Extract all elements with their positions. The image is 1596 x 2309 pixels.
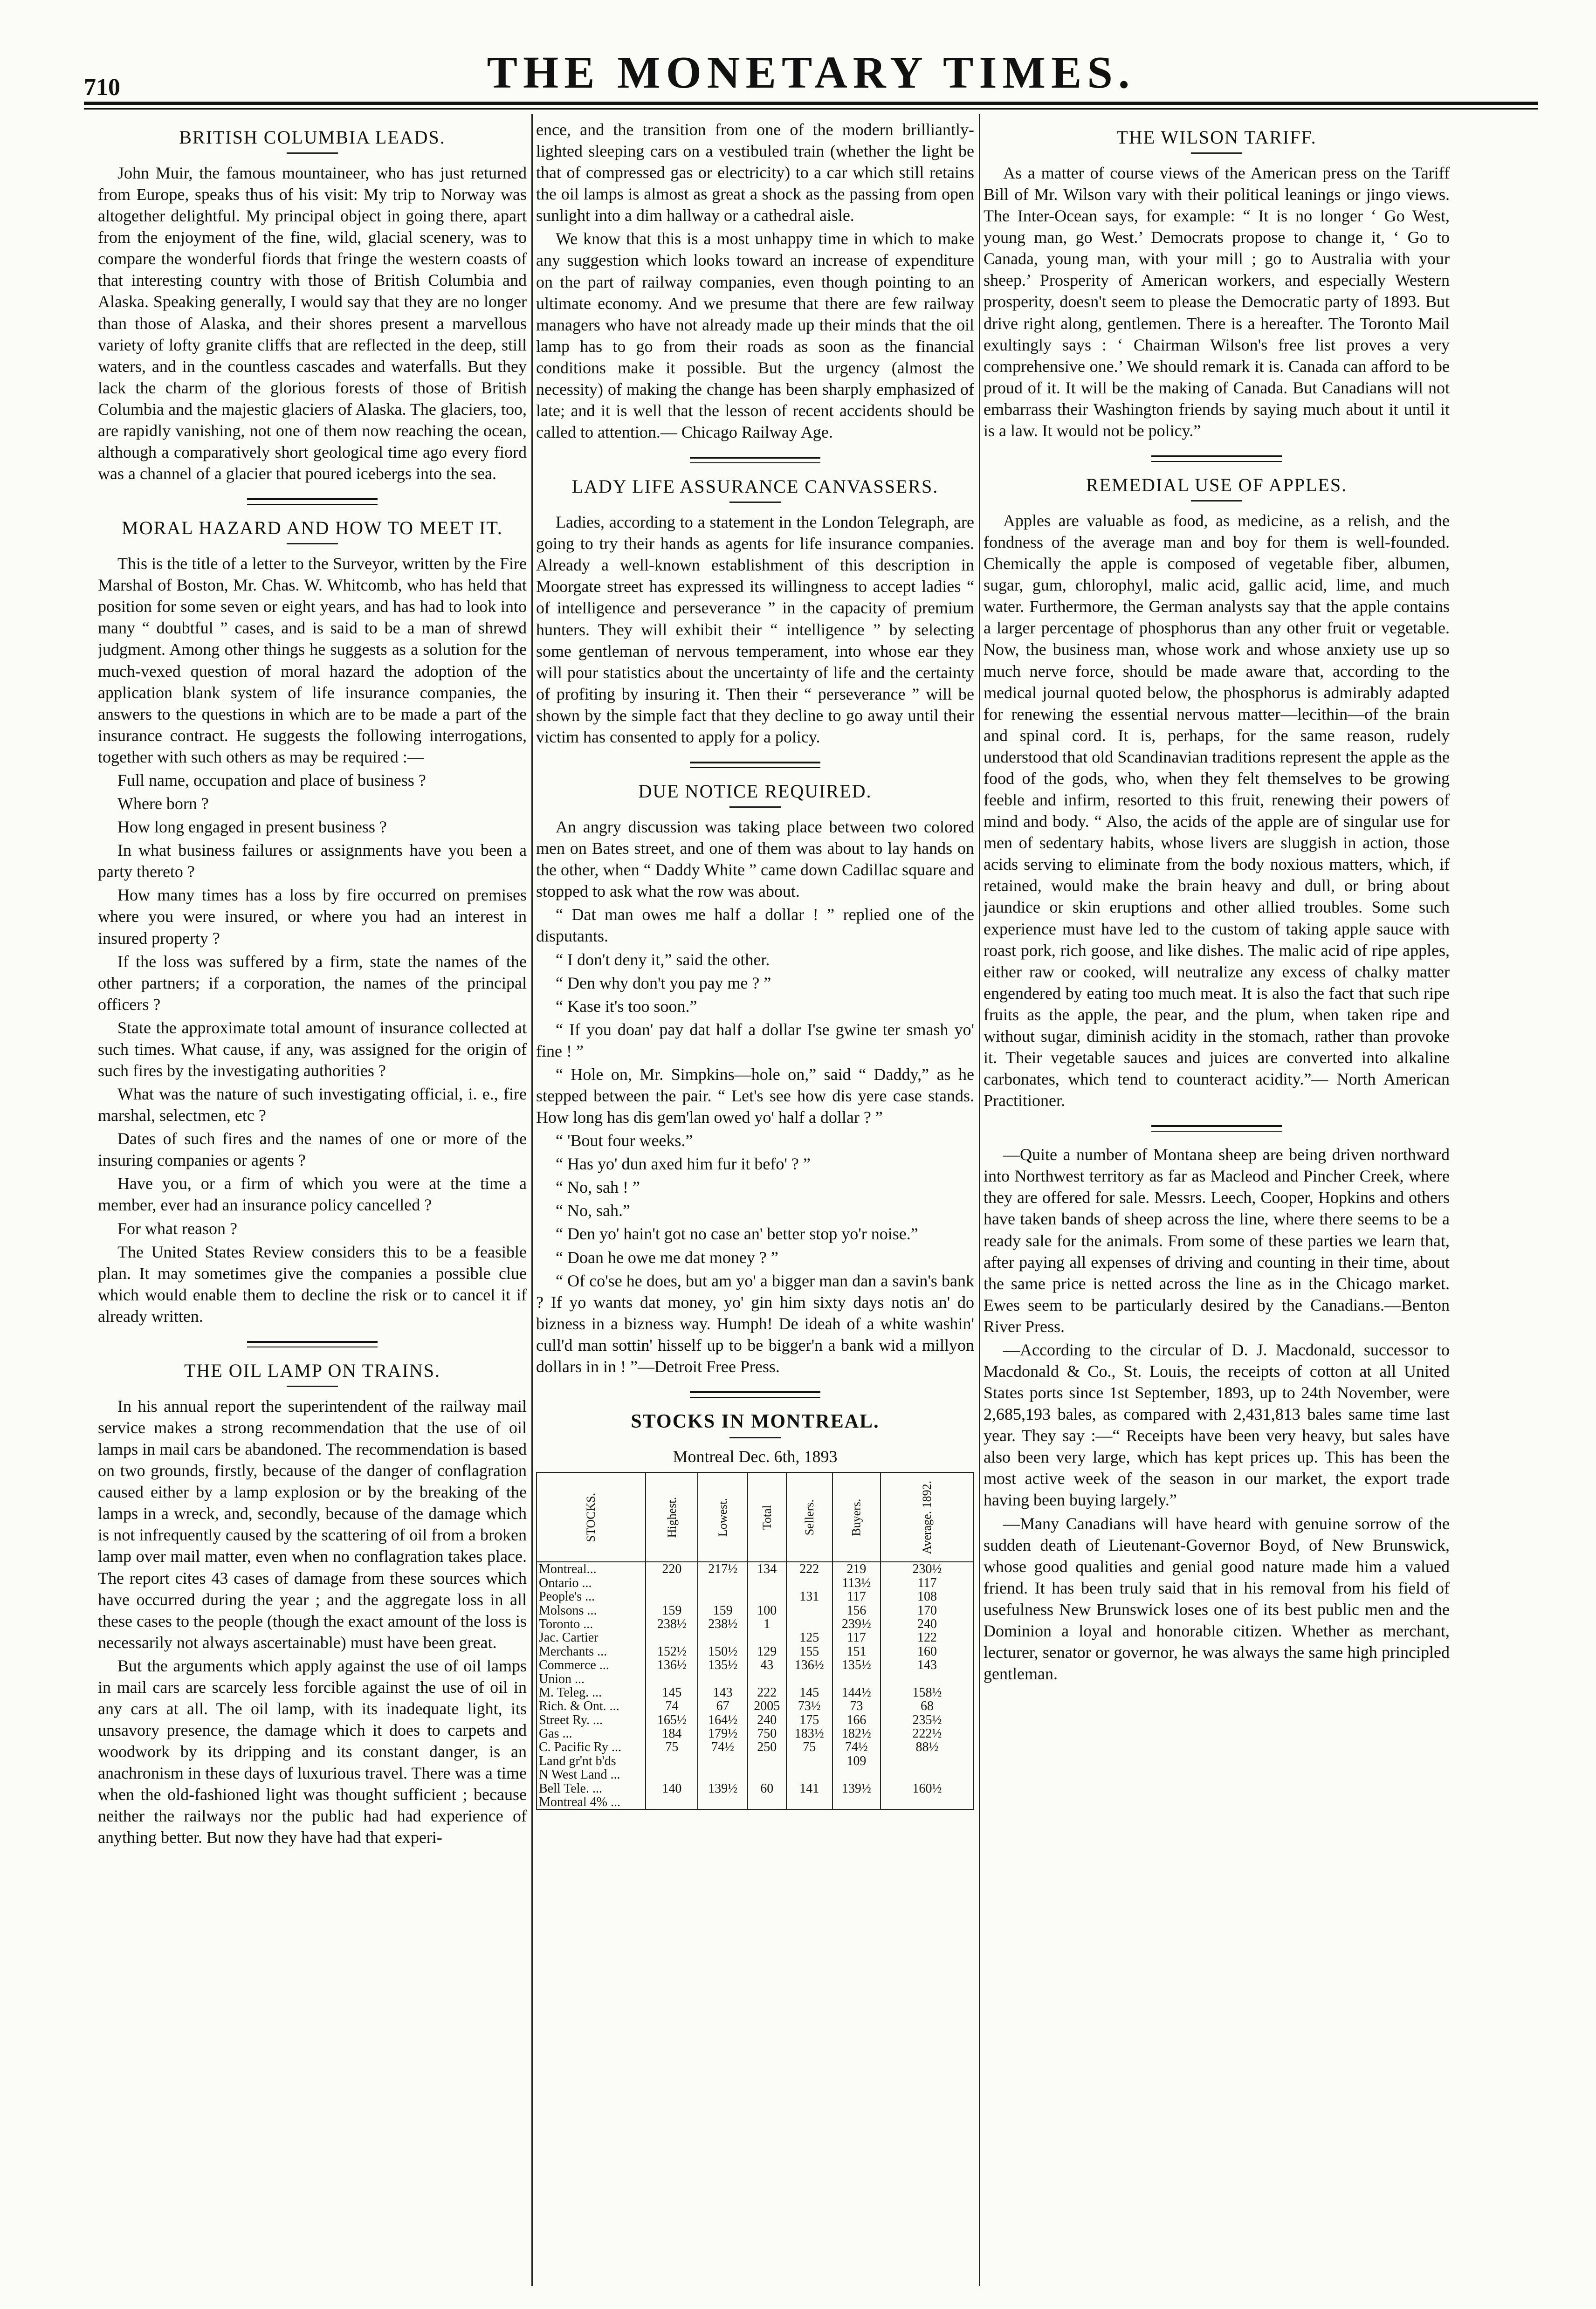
stock-value: 175	[786, 1713, 832, 1727]
stock-value	[646, 1631, 698, 1644]
article-paragraph: “ Doan he owe me dat money ? ”	[556, 1248, 778, 1267]
stock-value: 159	[646, 1604, 698, 1617]
stock-value: 164½	[698, 1713, 748, 1727]
stock-value: 238½	[698, 1617, 748, 1631]
stock-name: Montreal...	[537, 1562, 646, 1576]
stocks-row	[537, 1604, 974, 1617]
stock-name: N West Land ...	[537, 1768, 646, 1781]
stock-name: Toronto ...	[537, 1617, 646, 1631]
stock-name: Montreal 4% ...	[537, 1795, 646, 1809]
stock-name: Gas ...	[537, 1727, 646, 1740]
article-paragraph: How long engaged in present business ?	[117, 818, 387, 837]
stocks-row	[537, 1590, 974, 1603]
stocks-row	[537, 1645, 974, 1658]
article-paragraph: “ Of co'se he does, but am yo' a bigger man dan a savin's bank ? If yo wants dat money, yo' gin him sixty days notis an' do bizness in a bizness way. Humph! De ideah of a white washin' cull'd man sottin' hisself up to be bigger'n a bank wid a millyon dollars in in ! ”—Detroit Free Press.	[536, 1271, 974, 1376]
article-paragraph: What was the nature of such investigating official, i. e., fire marshal, selectmen, etc ?	[98, 1085, 527, 1125]
stocks-table	[536, 1472, 974, 1810]
article-separator	[690, 1391, 820, 1398]
article-paragraph: As a matter of course views of the American press on the Tariff Bill of Mr. Wilson vary with their political leanings or jingo views. The Inter-Ocean says, for example: “ It is no longer ‘ Go West, young man, go West.’ Democrats propose to change it, ‘ Go to Canada, young man, with your mill ; go to Australia with your sheep.’ Prosperity of American workers, and especially Western prosperity, doesn't seem to please the Democratic party of 1893. But drive right along, gentlemen. There is a hereafter. The Toronto Mail exultingly says : ‘ Chairman Wilson's free list proves a very comprehensive one.’ We should remark it is. Canada can afford to be proud of it. It will be the making of Canada. But Canadians will not embarrass their Washington friends by saying much about it until it is a law. It would not be policy.”	[984, 164, 1450, 440]
stock-value: 145	[646, 1686, 698, 1699]
stock-value: 43	[748, 1658, 786, 1672]
article-paragraph: For what reason ?	[117, 1219, 237, 1238]
stock-name: M. Teleg. ...	[537, 1686, 646, 1699]
article-paragraph: ence, and the transition from one of the modern brilliantly-lighted sleeping cars on a vestibuled train (whether the light be that of compressed gas or electricity) to a car which still retains the oil lamps is almost as great a shock as the passing from open sunlight into a dim hallway or a cathedral aisle.	[536, 120, 974, 225]
stock-value: 68	[881, 1699, 974, 1713]
stock-name: Commerce ...	[537, 1658, 646, 1672]
article-paragraph: “ Den yo' hain't got no case an' better stop yo'r noise.”	[556, 1224, 918, 1244]
article-paragraph: But the arguments which apply against the use of oil lamps in mail cars are scarcely less forcible against the use of oil in any cars at all. The oil lamp, with its inadequate light, its unsavory presence, the damage which it does to carpets and woodwork by its dripping and its constant danger, is an anachronism in these days of luxurious travel. There was a time when the old-fashioned light was thought sufficient ; because neither the railways nor the public had had experience of anything better. But now they have had that experi-	[98, 1656, 527, 1847]
article-paragraph: “ Hole on, Mr. Simpkins—hole on,” said “ Daddy,” as he stepped between the pair. “ Let's see how dis yere case stands. How long has dis gem'lan owed yo' half a dollar ? ”	[536, 1065, 974, 1127]
stock-value	[748, 1795, 786, 1809]
headline-rule	[1191, 152, 1242, 154]
headline-rule	[729, 806, 781, 808]
article-separator	[247, 498, 378, 505]
stock-value: 220	[646, 1562, 698, 1576]
stock-value: 2005	[748, 1699, 786, 1713]
stocks-row	[537, 1699, 974, 1713]
stock-value: 140	[646, 1782, 698, 1795]
article-paragraph: Ladies, according to a statement in the London Telegraph, are going to try their hands as agents for life insurance companies. Already a well-known establishment of this description in Moorgate street has expressed its willingness to accept ladies “ of intelligence and perseverance ” in the capacity of premium hunters. They will exhibit their “ intelligence ” by selecting some gentleman of nervous temperament, into whose ear they will pour statistics about the uncertainty of life and the certainty of profiting by insuring it. Then their “ perseverance ” will be shown by the simple fact that they decline to go away until their victim has consented to apply for a policy.	[536, 513, 974, 746]
stock-value	[748, 1672, 786, 1686]
stock-value: 74	[646, 1699, 698, 1713]
stock-value: 131	[786, 1590, 832, 1603]
stocks-row	[537, 1672, 974, 1686]
newspaper-title: THE MONETARY TIMES.	[487, 48, 1135, 98]
article-paragraph: “ I don't deny it,” said the other.	[556, 950, 770, 969]
stock-value	[698, 1631, 748, 1644]
stock-value: 75	[786, 1740, 832, 1754]
stock-value: 239½	[832, 1617, 881, 1631]
article-headline: THE OIL LAMP ON TRAINS.	[184, 1360, 441, 1381]
column-1	[98, 119, 527, 2291]
stock-value	[698, 1768, 748, 1781]
stock-value: 222	[748, 1686, 786, 1699]
stock-name: Merchants ...	[537, 1645, 646, 1658]
article-paragraph: Have you, or a firm of which you were at the time a member, ever had an insurance policy cancelled ?	[98, 1174, 527, 1215]
article-headline: BRITISH COLUMBIA LEADS.	[179, 127, 446, 148]
stocks-headline: STOCKS IN MONTREAL.	[631, 1410, 880, 1432]
stocks-row	[537, 1740, 974, 1754]
stock-value	[646, 1768, 698, 1781]
stock-value: 73	[832, 1699, 881, 1713]
headline-rule	[729, 1437, 781, 1438]
stock-value	[786, 1617, 832, 1631]
stock-value	[881, 1795, 974, 1809]
stock-value: 1	[748, 1617, 786, 1631]
article-paragraph: How many times has a loss by fire occurred on premises where you were insured, or where you had an interest in insured property ?	[98, 886, 527, 948]
stock-value: 143	[698, 1686, 748, 1699]
stock-value: 158½	[881, 1686, 974, 1699]
page-number: 710	[84, 74, 120, 101]
stock-value: 134	[748, 1562, 786, 1576]
stock-value: 240	[881, 1617, 974, 1631]
stocks-row	[537, 1686, 974, 1699]
stock-value: 166	[832, 1713, 881, 1727]
article-paragraph: “ Den why don't you pay me ? ”	[556, 973, 771, 992]
article-paragraph: Full name, occupation and place of business ?	[117, 770, 426, 790]
stock-value: 151	[832, 1645, 881, 1658]
stock-name: Rich. & Ont. ...	[537, 1699, 646, 1713]
stock-value	[646, 1672, 698, 1686]
stock-value: 136½	[646, 1658, 698, 1672]
stocks-row	[537, 1562, 974, 1576]
article-separator	[690, 457, 820, 463]
stock-value: 170	[881, 1604, 974, 1617]
stock-value	[881, 1754, 974, 1768]
stock-value: 145	[786, 1686, 832, 1699]
headline-rule	[287, 1386, 338, 1387]
stock-value: 144½	[832, 1686, 881, 1699]
stock-value	[748, 1631, 786, 1644]
stocks-header-cell: STOCKS.	[537, 1472, 646, 1562]
stocks-row	[537, 1617, 974, 1631]
stock-value	[698, 1576, 748, 1590]
article-paragraph: “ If you doan' pay dat half a dollar I'se gwine ter smash yo' fine ! ”	[536, 1020, 974, 1060]
stock-value	[881, 1768, 974, 1781]
masthead-rule	[84, 102, 1538, 105]
stock-value: 219	[832, 1562, 881, 1576]
headline-rule	[287, 543, 338, 544]
stock-value	[646, 1576, 698, 1590]
stock-value: 165½	[646, 1713, 698, 1727]
stocks-row	[537, 1727, 974, 1740]
stock-value	[832, 1672, 881, 1686]
article-paragraph: We know that this is a most unhappy time in which to make any suggestion which looks toward an increase of expenditure on the part of railway companies, even though pointing to an ultimate economy. And we presume that there are few railway managers who have not already made up their minds that the oil lamp has to go from their roads as soon as the financial conditions make it possible. But the urgency (almost the necessity) of making the change has been sharply emphasized of late; and it is well that the lesson of recent accidents should be called to attention.— Chicago Railway Age.	[536, 229, 974, 442]
article-paragraph: Dates of such fires and the names of one or more of the insuring companies or agents ?	[98, 1129, 527, 1170]
stock-value: 113½	[832, 1576, 881, 1590]
column-divider	[979, 114, 980, 2286]
stock-value	[786, 1754, 832, 1768]
stock-value: 159	[698, 1604, 748, 1617]
article-paragraph: In what business failures or assignments have you been a party thereto ?	[98, 841, 527, 881]
stock-value: 74½	[698, 1740, 748, 1754]
stock-value: 74½	[832, 1740, 881, 1754]
stock-value: 122	[881, 1631, 974, 1644]
stock-value: 125	[786, 1631, 832, 1644]
stock-value: 182½	[832, 1727, 881, 1740]
stock-value	[698, 1754, 748, 1768]
stock-value: 73½	[786, 1699, 832, 1713]
stocks-header-cell: Sellers.	[786, 1472, 832, 1562]
stock-name: Union ...	[537, 1672, 646, 1686]
article-paragraph: Where born ?	[117, 794, 209, 813]
article-separator	[1151, 1125, 1282, 1132]
stock-value	[786, 1604, 832, 1617]
article-headline: THE WILSON TARIFF.	[1116, 127, 1317, 148]
news-note: —Quite a number of Montana sheep are being driven northward into Northwest territory as far as Macleod and Pincher Creek, where they are offered for sale. Messrs. Leech, Cooper, Hopkins and others have taken bands of sheep across the line, where there seems to be a ready sale for the animals. From some of these parties we learn that, after paying all expenses of driving and counting in their time, about the same price is netted across the line as in the Chicago market. Ewes seem to be particularly desired by the Canadians.—Benton River Press.	[984, 1145, 1450, 1336]
stock-value	[698, 1795, 748, 1809]
article-separator	[1151, 455, 1282, 462]
stock-name: Molsons ...	[537, 1604, 646, 1617]
news-note: —According to the circular of D. J. Macdonald, successor to Macdonald & Co., St. Louis, the receipts of cotton at all United States ports since 1st September, 1893, up to 24th November, were 2,685,193 bales, as compared with 2,431,813 bales same time last year. They say :—“ Receipts have been very heavy, but sales have also been very large, which has kept prices up. This has been the most active week of the season in our market, the export trade having been buying largely.”	[984, 1340, 1450, 1510]
masthead	[84, 47, 1538, 117]
stock-value: 183½	[786, 1727, 832, 1740]
stock-value: 117	[832, 1631, 881, 1644]
stock-name: Ontario ...	[537, 1576, 646, 1590]
article-paragraph: “ Has yo' dun axed him fur it befo' ? ”	[556, 1154, 811, 1174]
stock-name: Jac. Cartier	[537, 1631, 646, 1644]
article-separator	[247, 1341, 378, 1347]
stock-value: 156	[832, 1604, 881, 1617]
article-paragraph: This is the title of a letter to the Surveyor, written by the Fire Marshal of Boston, Mr. Chas. W. Whitcomb, who has held that position for some seven or eight years, and has had to look into many “ doubtful ” cases, and is said to be a man of shrewd judgment. Among other things he suggests as a solution for the much-vexed question of moral hazard the adoption of the application blank system of life insurance companies, the answers to the questions in which are to be made a part of the insurance contract. He suggests the following interrogations, together with such others as may be required :—	[98, 554, 527, 766]
column-3	[984, 119, 1450, 2291]
article-paragraph: An angry discussion was taking place between two colored men on Bates street, and one of them was about to lay hands on the other, when “ Daddy White ” came down Cadillac square and stopped to ask what the row was about.	[536, 818, 974, 901]
stock-value: 129	[748, 1645, 786, 1658]
stock-value: 108	[881, 1590, 974, 1603]
stock-value: 250	[748, 1740, 786, 1754]
article-paragraph: In his annual report the superintendent of the railway mail service makes a strong recommendation that the use of oil lamps in mail cars be abandoned. The recommendation is based on two grounds, firstly, because of the danger of conflagration caused either by a lamp explosion or by the breaking of the lamps in a wreck, and, secondly, because of the damage which is not infrequently caused by the scattering of oil from a broken lamp over mail matter, even when no conflagration takes place. The report cites 43 cases of damage from these sources which have occurred during the year ; and the aggregate loss in all these cases to the people (though the exact amount of the loss is necessarily not always ascertainable) must have been great.	[98, 1396, 527, 1652]
stock-value: 75	[646, 1740, 698, 1754]
article-paragraph: “ No, sah.”	[556, 1201, 630, 1220]
stocks-row	[537, 1754, 974, 1768]
stock-value: 117	[832, 1590, 881, 1603]
stock-value	[786, 1795, 832, 1809]
stock-value	[698, 1590, 748, 1603]
stock-value	[748, 1768, 786, 1781]
stock-value: 100	[748, 1604, 786, 1617]
headline-rule	[1191, 500, 1242, 502]
stock-value: 143	[881, 1658, 974, 1672]
stock-value: 135½	[698, 1658, 748, 1672]
stock-value: 67	[698, 1699, 748, 1713]
stock-value: 230½	[881, 1562, 974, 1576]
stock-value	[832, 1795, 881, 1809]
stock-value: 139½	[832, 1782, 881, 1795]
stock-value	[748, 1754, 786, 1768]
stock-value: 240	[748, 1713, 786, 1727]
masthead-rule-thin	[84, 108, 1538, 110]
stock-value: 750	[748, 1727, 786, 1740]
stock-value: 222½	[881, 1727, 974, 1740]
stock-value: 117	[881, 1576, 974, 1590]
column-divider	[531, 114, 533, 2286]
stock-value: 160	[881, 1645, 974, 1658]
stock-value: 179½	[698, 1727, 748, 1740]
stock-value: 109	[832, 1754, 881, 1768]
stocks-row	[537, 1576, 974, 1590]
stock-value: 217½	[698, 1562, 748, 1576]
stock-value: 152½	[646, 1645, 698, 1658]
stock-name: C. Pacific Ry ...	[537, 1740, 646, 1754]
article-separator	[690, 762, 820, 768]
stock-value: 141	[786, 1782, 832, 1795]
stock-value: 135½	[832, 1658, 881, 1672]
stock-value	[748, 1576, 786, 1590]
stock-name: Bell Tele. ...	[537, 1782, 646, 1795]
stocks-header-cell: Highest.	[646, 1472, 698, 1562]
stocks-dateline: Montreal Dec. 6th, 1893	[673, 1447, 838, 1466]
article-paragraph: John Muir, the famous mountaineer, who has just returned from Europe, speaks thus of his visit: My trip to Norway was altogether delightful. My principal object in going there, apart from the enjoyment of the fine, wild, glacial scenery, was to compare the wonderful fiords that fringe the western coasts of that interesting country with those of British Columbia and Alaska. Speaking generally, I would say that they are no longer than those of Alaska, and their shores present a marvellous variety of lofty granite cliffs that are reflected in the deep, still waters, and in the countless cascades and waterfalls. But they lack the charm of the glorious forests of those of British Columbia and the majestic glaciers of Alaska. The glaciers, too, are rapidly vanishing, not one of them now reaching the ocean, although a comparatively short geological time ago every fiord was a channel of a glacier that poured icebergs into the sea.	[98, 164, 527, 483]
article-paragraph: “ No, sah ! ”	[556, 1178, 640, 1197]
stock-name: Street Ry. ...	[537, 1713, 646, 1727]
stock-value	[646, 1754, 698, 1768]
stock-value	[832, 1768, 881, 1781]
stock-value	[646, 1795, 698, 1809]
article-paragraph: “ 'Bout four weeks.”	[556, 1131, 693, 1150]
stocks-body	[537, 1562, 974, 1809]
stock-value: 150½	[698, 1645, 748, 1658]
stocks-row	[537, 1795, 974, 1809]
stocks-row	[537, 1658, 974, 1672]
stocks-row	[537, 1782, 974, 1795]
article-headline: DUE NOTICE REQUIRED.	[638, 781, 872, 802]
stocks-header-cell: Lowest.	[698, 1472, 748, 1562]
stocks-header-cell: Average. 1892.	[881, 1472, 974, 1562]
stock-value: 160½	[881, 1782, 974, 1795]
article-paragraph: “ Kase it's too soon.”	[556, 996, 697, 1016]
stocks-header-row	[537, 1472, 974, 1562]
stock-value	[786, 1672, 832, 1686]
stocks-header-cell: Buyers.	[832, 1472, 881, 1562]
stock-value	[786, 1576, 832, 1590]
column-2	[536, 119, 974, 2291]
stock-name: People's ...	[537, 1590, 646, 1603]
stock-value: 60	[748, 1782, 786, 1795]
stock-name: Land gr'nt b'ds	[537, 1754, 646, 1768]
stocks-row	[537, 1631, 974, 1644]
stock-value	[698, 1672, 748, 1686]
stocks-header-cell: Total	[748, 1472, 786, 1562]
stock-value: 184	[646, 1727, 698, 1740]
article-paragraph: Apples are valuable as food, as medicine, as a relish, and the fondness of the average man and boy for them is well-founded. Chemically the apple is composed of vegetable fiber, albumen, sugar, gum, chlorophyl, malic acid, gallic acid, lime, and much water. Furthermore, the German analysts say that the apple contains a larger percentage of phosphorus than any other fruit or vegetable. Now, the business man, whose work and whose anxiety use up so much nerve force, should be made aware that, according to the medical journal quoted below, the phosphorus is admirably adapted for renewing the essential nervous matter—lecithin—of the brain and spinal cord. It is, perhaps, for the same reason, rudely understood that old Scandinavian traditions represent the apple as the food of the gods, who, when they felt themselves to be growing feeble and infirm, resorted to this fruit, renewing their powers of mind and body. “ Also, the acids of the apple are of singular use for men of sedentary habits, whose livers are sluggish in action, those acids serving to eliminate from the body noxious matters, which, if retained, would make the brain heavy and dull, or bring about jaundice or skin eruptions and other allied troubles. Some such experience must have led to the custom of taking apple sauce with roast pork, rich goose, and like dishes. The malic acid of ripe apples, either raw or cooked, will neutralize any excess of chalky matter engendered by eating too much meat. It is also the fact that such ripe fruits as the apple, the pear, and the plum, when taken ripe and without sugar, diminish acidity in the stomach, rather than provoke it. Their vegetable sauces and juices are converted into alkaline carbonates, which tend to counteract acidity.”— North American Practitioner.	[984, 511, 1450, 1110]
article-headline: REMEDIAL USE OF APPLES.	[1086, 474, 1348, 496]
article-paragraph: The United States Review considers this to be a feasible plan. It may sometimes give the companies a possible clue which would enable them to decline the risk or to cancel it if already written.	[98, 1242, 527, 1326]
stock-value	[881, 1672, 974, 1686]
headline-rule	[287, 152, 338, 154]
headline-rule	[729, 502, 781, 503]
article-headline: LADY LIFE ASSURANCE CANVASSERS.	[571, 476, 939, 497]
stock-value: 222	[786, 1562, 832, 1576]
stock-value: 139½	[698, 1782, 748, 1795]
stock-value: 155	[786, 1645, 832, 1658]
stocks-row	[537, 1713, 974, 1727]
article-paragraph: “ Dat man owes me half a dollar ! ” replied one of the disputants.	[536, 905, 974, 946]
stock-value	[748, 1590, 786, 1603]
stock-value: 136½	[786, 1658, 832, 1672]
news-note: —Many Canadians will have heard with genuine sorrow of the sudden death of Lieutenant-Governor Boyd, of New Brunswick, whose good qualities and genial good nature made him a valued friend. It has been truly said that in his removal from his field of usefulness New Brunswick loses one of its best public men and the Dominion a loyal and honorable citizen. Whether as merchant, lecturer, senator or governor, he was always the same high principled gentleman.	[984, 1514, 1450, 1684]
stocks-row	[537, 1768, 974, 1781]
stock-value	[646, 1590, 698, 1603]
stock-value: 235½	[881, 1713, 974, 1727]
stock-value	[786, 1768, 832, 1781]
article-paragraph: If the loss was suffered by a firm, state the names of the other partners; if a corporation, the names of the principal officers ?	[98, 952, 527, 1014]
stock-value: 238½	[646, 1617, 698, 1631]
article-headline: MORAL HAZARD AND HOW TO MEET IT.	[122, 517, 503, 539]
article-paragraph: State the approximate total amount of insurance collected at such times. What cause, if any, was assigned for the origin of such fires by the investigating authorities ?	[98, 1018, 527, 1080]
stock-value: 88½	[881, 1740, 974, 1754]
